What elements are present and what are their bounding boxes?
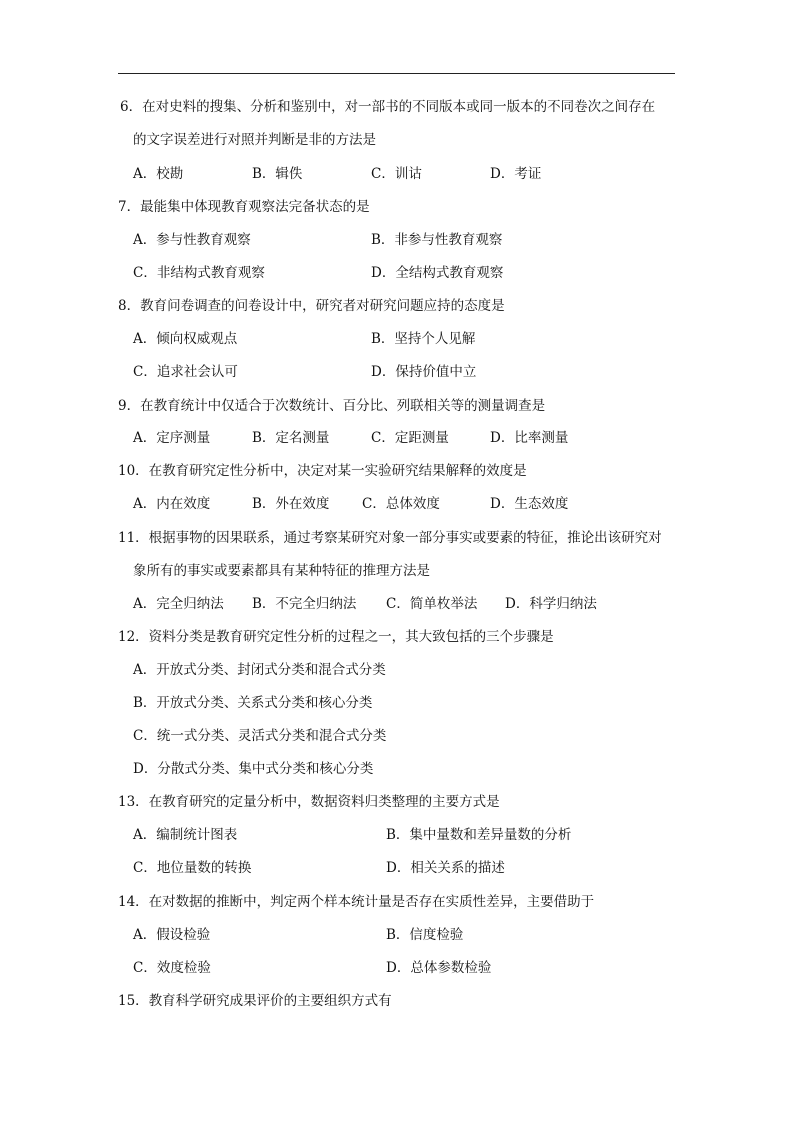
- question-10-option-c: C．总体效度: [362, 496, 440, 512]
- question-14-option-a: A．假设检验: [133, 927, 211, 943]
- question-10-option-a: A．内在效度: [133, 496, 211, 512]
- question-14-option-b: B．信度检验: [386, 927, 464, 943]
- question-6-option-d: D．考证: [490, 166, 542, 182]
- question-11-option-c: C．简单枚举法: [386, 596, 478, 612]
- question-6-option-a: A．校勘: [133, 166, 184, 182]
- question-8-stem: 8．教育问卷调查的问卷设计中，研究者对研究问题应持的态度是: [118, 298, 505, 314]
- question-11-stem-line-1: 11．根据事物的因果联系，通过考察某研究对象一部分事实或要素的特征，推论出该研究对: [118, 530, 662, 546]
- question-9-option-d: D．比率测量: [490, 430, 569, 446]
- question-11-option-b: B．不完全归纳法: [252, 596, 357, 612]
- question-9-option-a: A．定序测量: [133, 430, 211, 446]
- question-6-stem-line-2: 的文字误差进行对照并判断是非的方法是: [133, 132, 376, 148]
- header-rule: [118, 73, 675, 74]
- question-15-stem: 15．教育科学研究成果评价的主要组织方式有: [118, 993, 392, 1009]
- question-7-stem: 7．最能集中体现教育观察法完备状态的是: [118, 199, 370, 215]
- question-7-option-c: C．非结构式教育观察: [133, 265, 265, 281]
- question-12-option-a: A．开放式分类、封闭式分类和混合式分类: [133, 662, 386, 678]
- question-10-stem: 10．在教育研究定性分析中，决定对某一实验研究结果解释的效度是: [118, 463, 527, 479]
- question-7-option-a: A．参与性教育观察: [133, 232, 251, 248]
- question-9-stem: 9．在教育统计中仅适合于次数统计、百分比、列联相关等的测量调查是: [118, 398, 546, 414]
- question-9-option-b: B．定名测量: [252, 430, 330, 446]
- question-11-stem-line-2: 象所有的事实或要素都具有某种特征的推理方法是: [133, 563, 430, 579]
- question-6-option-b: B．辑佚: [252, 166, 303, 182]
- question-7-option-b: B．非参与性教育观察: [371, 232, 503, 248]
- question-10-option-d: D．生态效度: [490, 496, 569, 512]
- question-12-option-d: D．分散式分类、集中式分类和核心分类: [133, 761, 374, 777]
- question-7-option-d: D．全结构式教育观察: [371, 265, 504, 281]
- question-13-stem: 13．在教育研究的定量分析中，数据资料归类整理的主要方式是: [118, 794, 500, 810]
- question-8-option-c: C．追求社会认可: [133, 364, 238, 380]
- question-11-option-d: D．科学归纳法: [505, 596, 597, 612]
- question-14-option-c: C．效度检验: [133, 960, 211, 976]
- question-8-option-b: B．坚持个人见解: [371, 331, 476, 347]
- question-12-option-b: B．开放式分类、关系式分类和核心分类: [133, 695, 373, 711]
- question-10-option-b: B．外在效度: [252, 496, 330, 512]
- question-14-option-d: D．总体参数检验: [386, 960, 492, 976]
- question-13-option-b: B．集中量数和差异量数的分析: [386, 827, 572, 843]
- question-12-stem: 12．资料分类是教育研究定性分析的过程之一，其大致包括的三个步骤是: [118, 629, 554, 645]
- question-6-option-c: C．训诂: [371, 166, 422, 182]
- question-6-stem-line-1: 6．在对史料的搜集、分析和鉴别中，对一部书的不同版本或同一版本的不同卷次之间存在: [120, 99, 656, 115]
- question-12-option-c: C．统一式分类、灵活式分类和混合式分类: [133, 728, 387, 744]
- question-13-option-c: C．地位量数的转换: [133, 860, 252, 876]
- question-14-stem: 14．在对数据的推断中，判定两个样本统计量是否存在实质性差异，主要借助于: [118, 894, 595, 910]
- question-8-option-d: D．保持价值中立: [371, 364, 477, 380]
- question-8-option-a: A．倾向权威观点: [133, 331, 238, 347]
- question-11-option-a: A．完全归纳法: [133, 596, 224, 612]
- question-9-option-c: C．定距测量: [371, 430, 449, 446]
- question-13-option-a: A．编制统计图表: [133, 827, 238, 843]
- question-13-option-d: D．相关关系的描述: [386, 860, 505, 876]
